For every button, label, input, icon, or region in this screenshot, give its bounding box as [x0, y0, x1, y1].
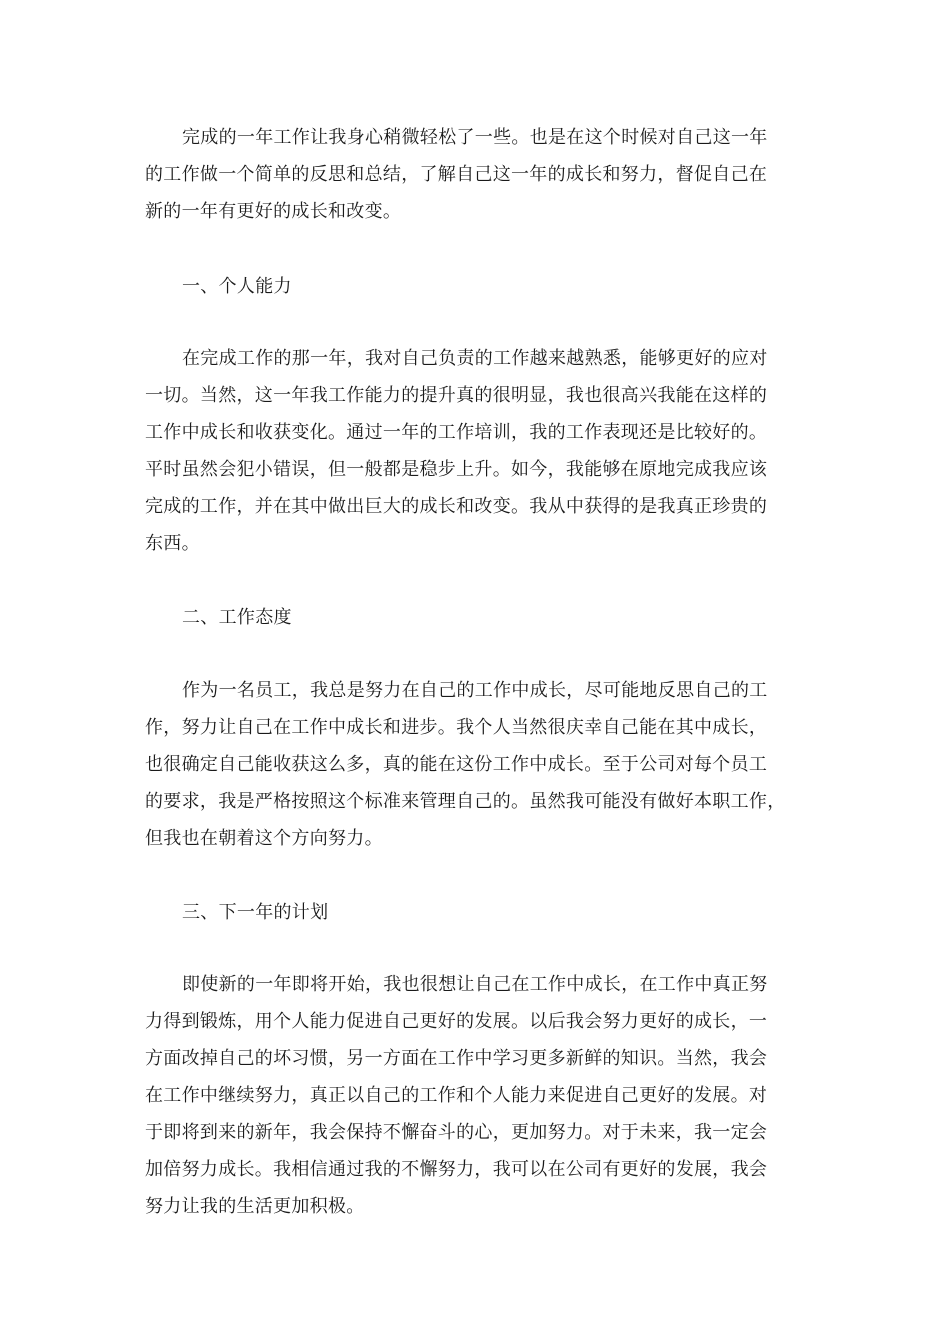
- section2-heading: 二、工作态度: [182, 607, 292, 628]
- section1-line-3: 工作中成长和收获变化。通过一年的工作培训，我的工作表现还是比较好的。: [145, 422, 768, 443]
- section3-line-1: 即使新的一年即将开始，我也很想让自己在工作中成长，在工作中真正努: [182, 974, 768, 995]
- section3-line-2: 力得到锻炼，用个人能力促进自己更好的发展。以后我会努力更好的成长，一: [145, 1011, 768, 1032]
- section3-line-3: 方面改掉自己的坏习惯，另一方面在工作中学习更多新鲜的知识。当然，我会: [145, 1048, 768, 1069]
- section1-line-2: 一切。当然，这一年我工作能力的提升真的很明显，我也很高兴我能在这样的: [145, 385, 768, 406]
- section3-line-5: 于即将到来的新年，我会保持不懈奋斗的心，更加努力。对于未来，我一定会: [145, 1122, 768, 1143]
- section2-line-4: 的要求，我是严格按照这个标准来管理自己的。虽然我可能没有做好本职工作，: [145, 791, 786, 812]
- section2-line-5: 但我也在朝着这个方向努力。: [145, 828, 383, 849]
- section1-heading: 一、个人能力: [182, 276, 292, 297]
- section1-line-5: 完成的工作，并在其中做出巨大的成长和改变。我从中获得的是我真正珍贵的: [145, 496, 768, 517]
- intro-line-1: 完成的一年工作让我身心稍微轻松了一些。也是在这个时候对自己这一年: [182, 127, 768, 148]
- section3-line-4: 在工作中继续努力，真正以自己的工作和个人能力来促进自己更好的发展。对: [145, 1085, 768, 1106]
- section1-line-6: 东西。: [145, 533, 200, 554]
- section2-line-2: 作，努力让自己在工作中成长和进步。我个人当然很庆幸自己能在其中成长，: [145, 717, 768, 738]
- section3-heading: 三、下一年的计划: [182, 902, 329, 923]
- section3-line-7: 努力让我的生活更加积极。: [145, 1196, 365, 1217]
- section2-line-1: 作为一名员工，我总是努力在自己的工作中成长，尽可能地反思自己的工: [182, 680, 768, 701]
- section1-line-1: 在完成工作的那一年，我对自己负责的工作越来越熟悉，能够更好的应对: [182, 348, 768, 369]
- section1-line-4: 平时虽然会犯小错误，但一般都是稳步上升。如今，我能够在原地完成我应该: [145, 459, 768, 480]
- intro-line-3: 新的一年有更好的成长和改变。: [145, 201, 402, 222]
- section2-line-3: 也很确定自己能收获这么多，真的能在这份工作中成长。至于公司对每个员工: [145, 754, 768, 775]
- intro-line-2: 的工作做一个简单的反思和总结，了解自己这一年的成长和努力，督促自己在: [145, 164, 768, 185]
- section3-line-6: 加倍努力成长。我相信通过我的不懈努力，我可以在公司有更好的发展，我会: [145, 1159, 768, 1180]
